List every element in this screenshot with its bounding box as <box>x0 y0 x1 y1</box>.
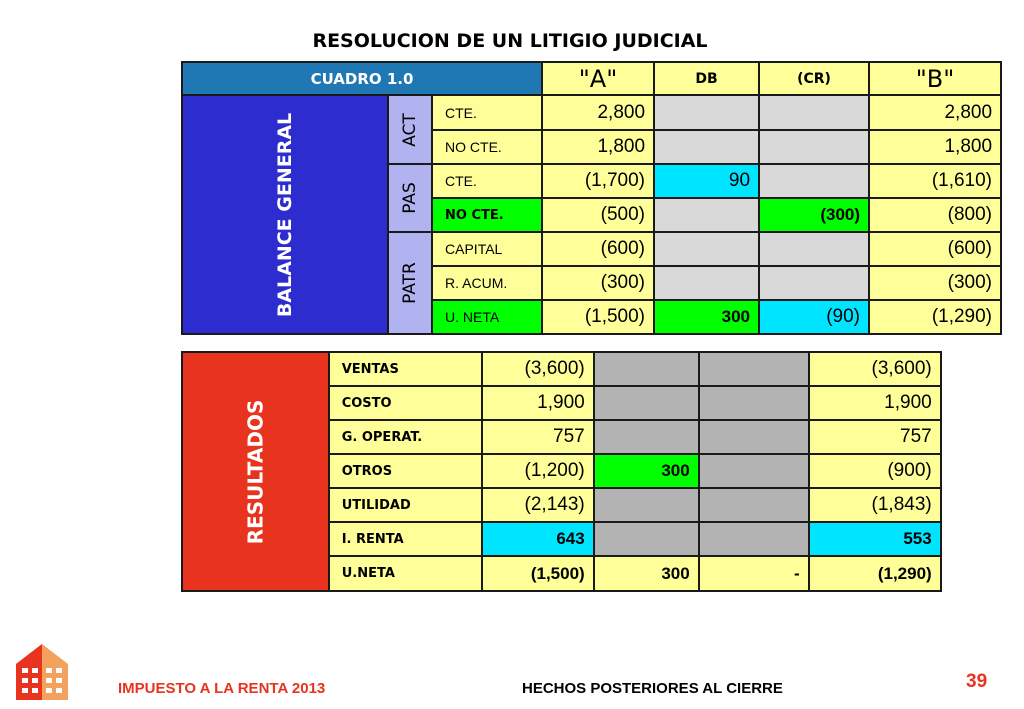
cell-b: 553 <box>809 522 941 556</box>
row-label: COSTO <box>329 386 482 420</box>
cell-db: 300 <box>654 300 759 334</box>
cell-cr <box>699 352 809 386</box>
cell-db <box>594 386 699 420</box>
group-act-label: ACT <box>388 95 432 164</box>
cell-cr: - <box>699 556 809 591</box>
row-label: NO CTE. <box>432 130 542 164</box>
cell-db <box>594 420 699 454</box>
row-label: CAPITAL <box>432 232 542 266</box>
cell-db: 90 <box>654 164 759 198</box>
cell-db: 300 <box>594 454 699 488</box>
page-title: RESOLUCION DE UN LITIGIO JUDICIAL <box>312 30 708 52</box>
cell-a: (1,700) <box>542 164 654 198</box>
cell-cr <box>699 386 809 420</box>
row-label: CTE. <box>432 164 542 198</box>
page-number: 39 <box>966 671 988 692</box>
balance-table <box>181 61 1002 335</box>
cell-b: (1,843) <box>809 488 941 522</box>
cell-cr <box>699 522 809 556</box>
cell-b: (800) <box>869 198 1001 232</box>
footer-topic-title: HECHOS POSTERIORES AL CIERRE <box>522 680 783 697</box>
cell-cr <box>759 266 869 300</box>
cell-db <box>654 130 759 164</box>
resultados-table <box>181 351 942 592</box>
cuadro-label: CUADRO 1.0 <box>182 62 542 95</box>
cell-a: 643 <box>482 522 594 556</box>
cell-b: (600) <box>869 232 1001 266</box>
cell-a: (3,600) <box>482 352 594 386</box>
cell-db: 300 <box>594 556 699 591</box>
row-label: I. RENTA <box>329 522 482 556</box>
cell-a: (600) <box>542 232 654 266</box>
cell-b: (3,600) <box>809 352 941 386</box>
group-pas-label: PAS <box>388 164 432 232</box>
table-row <box>182 95 1001 130</box>
cell-cr <box>759 130 869 164</box>
cell-b: (1,290) <box>809 556 941 591</box>
resultados-side-label: RESULTADOS <box>182 352 329 591</box>
cell-db <box>654 266 759 300</box>
table-row <box>182 352 941 386</box>
cell-a: (2,143) <box>482 488 594 522</box>
col-cr-header: (CR) <box>759 62 869 95</box>
cell-a: (300) <box>542 266 654 300</box>
cell-b: (1,290) <box>869 300 1001 334</box>
balance-side-label: BALANCE GENERAL <box>182 95 388 334</box>
building-logo-icon <box>12 640 70 702</box>
cell-b: (300) <box>869 266 1001 300</box>
col-a-header: "A" <box>542 62 654 95</box>
row-label: G. OPERAT. <box>329 420 482 454</box>
cell-db <box>654 95 759 130</box>
col-db-header: DB <box>654 62 759 95</box>
cell-b: 1,900 <box>809 386 941 420</box>
col-b-header: "B" <box>869 62 1001 95</box>
cell-cr: (300) <box>759 198 869 232</box>
cell-b: 757 <box>809 420 941 454</box>
cell-a: (1,500) <box>482 556 594 591</box>
cell-b: (900) <box>809 454 941 488</box>
cell-cr <box>759 232 869 266</box>
row-label: UTILIDAD <box>329 488 482 522</box>
row-label: OTROS <box>329 454 482 488</box>
cell-a: 2,800 <box>542 95 654 130</box>
row-label: CTE. <box>432 95 542 130</box>
row-label: VENTAS <box>329 352 482 386</box>
cell-b: 2,800 <box>869 95 1001 130</box>
cell-cr <box>699 488 809 522</box>
cell-cr <box>759 95 869 130</box>
row-label: R. ACUM. <box>432 266 542 300</box>
cell-a: (500) <box>542 198 654 232</box>
cell-cr <box>699 420 809 454</box>
cell-cr <box>759 164 869 198</box>
cell-db <box>654 198 759 232</box>
cell-a: 1,900 <box>482 386 594 420</box>
cell-a: (1,200) <box>482 454 594 488</box>
group-patr-label: PATR <box>388 232 432 334</box>
cell-db <box>594 522 699 556</box>
row-label: NO CTE. <box>432 198 542 232</box>
cell-b: 1,800 <box>869 130 1001 164</box>
cell-db <box>594 488 699 522</box>
cell-db <box>654 232 759 266</box>
cell-a: 757 <box>482 420 594 454</box>
cell-cr <box>699 454 809 488</box>
cell-a: (1,500) <box>542 300 654 334</box>
row-label: U.NETA <box>329 556 482 591</box>
cell-a: 1,800 <box>542 130 654 164</box>
row-label: U. NETA <box>432 300 542 334</box>
cell-b: (1,610) <box>869 164 1001 198</box>
cell-db <box>594 352 699 386</box>
footer-course-title: IMPUESTO A LA RENTA 2013 <box>118 680 326 697</box>
cell-cr: (90) <box>759 300 869 334</box>
